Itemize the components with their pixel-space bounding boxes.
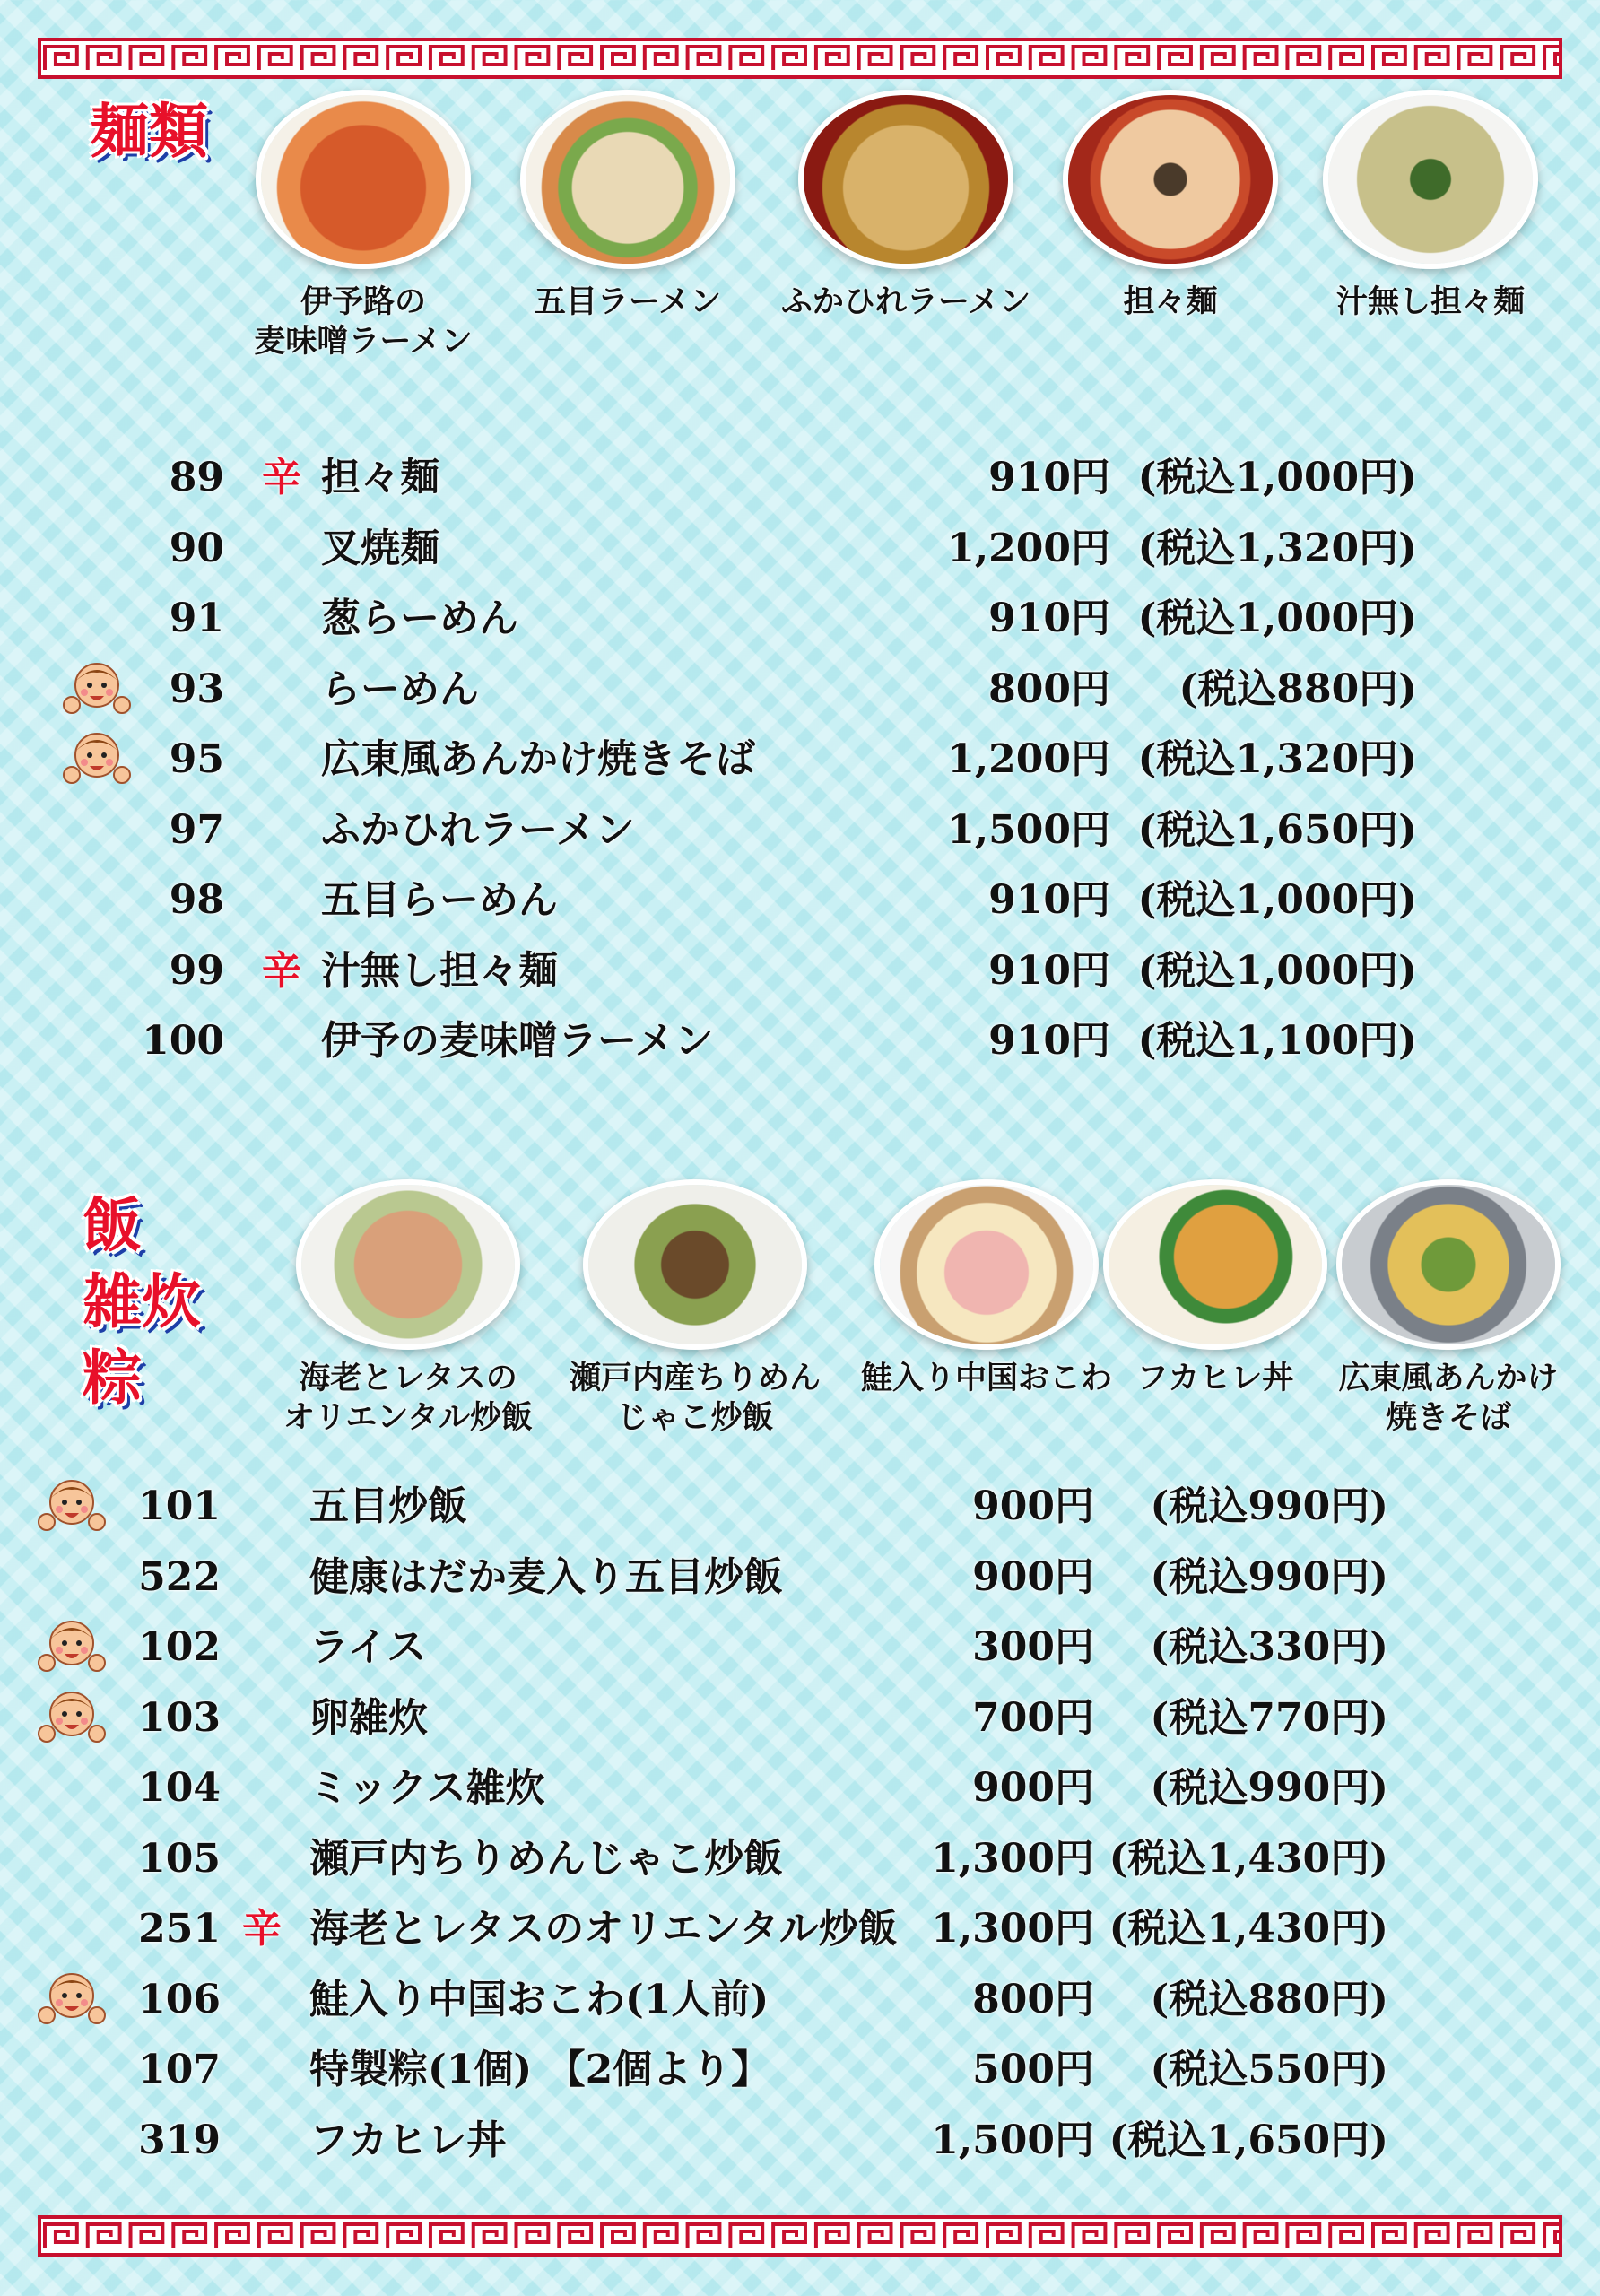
item-price: 1,200円 [947,525,1110,571]
item-number: 104 [138,1765,221,1811]
noodle-photo-caption: ふかひれラーメン [780,283,1031,320]
rice-menu-row [0,1757,1600,1820]
mascot-recommended-icon [38,1687,106,1746]
item-price-with-tax: (税込1,320円) [1137,525,1417,571]
item-number: 319 [138,2117,221,2163]
gomoku-ramen-photo [520,90,735,269]
item-number: 90 [169,525,224,571]
noodle-photo-caption: 汁無し担々麺 [1335,283,1525,320]
item-name: 叉焼麺 [321,525,439,571]
item-price: 1,300円 [931,1906,1094,1952]
shark-fin-bowl-photo [1103,1179,1327,1350]
item-price-with-tax: (税込1,000円) [1137,947,1417,994]
noodle-photo-caption: 担々麺 [1123,283,1218,320]
item-price-with-tax: (税込990円) [1150,1553,1388,1600]
item-price: 910円 [988,596,1110,641]
item-price: 900円 [972,1765,1094,1811]
item-number: 97 [169,806,224,853]
item-number: 107 [138,2047,221,2092]
noodle-menu-row [0,940,1600,1003]
noodle-menu-row [0,869,1600,932]
spicy-mark: 辛 [262,947,301,994]
item-price: 1,500円 [931,2117,1094,2163]
rice-section-title-3: 粽 [83,1343,142,1413]
item-price: 900円 [972,1483,1094,1529]
item-price: 1,200円 [947,736,1110,782]
item-number: 95 [169,736,224,782]
miso-ramen-photo [256,90,471,269]
item-name: ライス [309,1624,427,1670]
rice-menu-row [0,1687,1600,1750]
noodle-menu-row [0,447,1600,509]
item-name: 担々麺 [321,455,439,500]
rice-photo-caption: 鮭入り中国おこわ [860,1360,1112,1396]
item-name: 五目炒飯 [309,1483,467,1529]
item-number: 103 [138,1694,221,1741]
noodle-photo-caption: 伊予路の 麦味噌ラーメン [254,283,473,360]
chirimen-fried-rice-photo [583,1179,807,1350]
item-name: 伊予の麦味噌ラーメン [321,1018,714,1064]
item-price: 300円 [972,1624,1094,1670]
rice-photo-caption: 広東風あんかけ 焼きそば [1338,1360,1559,1436]
noodle-menu-row [0,517,1600,580]
item-number: 98 [169,877,224,923]
shark-fin-ramen-photo [798,90,1013,269]
rice-menu-row [0,1828,1600,1891]
spicy-mark: 辛 [262,455,301,500]
noodle-menu-row [0,799,1600,862]
item-price: 800円 [988,665,1110,712]
mascot-recommended-icon [63,728,131,787]
item-name: 五目らーめん [321,877,558,923]
item-number: 106 [138,1976,221,2022]
rice-menu-row [0,2109,1600,2172]
item-price: 910円 [988,947,1110,994]
item-number: 105 [138,1835,221,1882]
item-price-with-tax: (税込330円) [1150,1624,1388,1670]
rice-photo-caption: 瀬戸内産ちりめん じゃこ炒飯 [569,1360,821,1436]
spicy-mark: 辛 [242,1906,282,1952]
rice-menu-row [0,1969,1600,2031]
item-name: らーめん [321,665,479,712]
soupless-tantanmen-photo [1323,90,1538,269]
item-name: 卵雑炊 [309,1694,428,1741]
item-name: 葱らーめん [321,596,518,641]
item-price: 1,500円 [947,806,1110,853]
item-price: 800円 [972,1976,1094,2022]
item-price-with-tax: (税込1,430円) [1109,1835,1388,1882]
item-price: 500円 [972,2047,1094,2092]
item-number: 251 [138,1906,221,1952]
noodle-menu-row [0,658,1600,721]
item-number: 93 [169,665,224,712]
rice-photo-caption: フカヒレ丼 [1136,1360,1294,1396]
item-price: 1,300円 [931,1835,1094,1882]
item-price-with-tax: (税込550円) [1150,2047,1388,2092]
item-number: 91 [169,596,224,641]
item-name: 健康はだか麦入り五目炒飯 [309,1553,783,1600]
item-number: 102 [138,1624,221,1670]
item-price: 910円 [988,877,1110,923]
item-price-with-tax: (税込880円) [1150,1976,1388,2022]
item-price-with-tax: (税込1,100円) [1137,1018,1417,1064]
item-number: 522 [138,1553,221,1600]
item-price: 910円 [988,455,1110,500]
mascot-recommended-icon [38,1475,106,1535]
mascot-recommended-icon [38,1616,106,1675]
top-meander-border [38,38,1562,79]
item-price-with-tax: (税込1,000円) [1137,596,1417,641]
bottom-meander-border [38,2215,1562,2257]
rice-section-title-2: 雑炊 [83,1266,201,1336]
item-price: 900円 [972,1553,1094,1600]
item-price-with-tax: (税込1,650円) [1137,806,1417,853]
rice-menu-row [0,1616,1600,1679]
item-price-with-tax: (税込990円) [1150,1483,1388,1529]
item-name: 鮭入り中国おこわ(1人前) [309,1976,770,2022]
item-number: 100 [142,1018,224,1064]
rice-menu-row [0,1898,1600,1961]
rice-photo-caption: 海老とレタスの オリエンタル炒飯 [283,1360,533,1436]
item-name: 特製粽(1個) 【2個より】 [309,2047,771,2092]
item-price-with-tax: (税込1,320円) [1137,736,1417,782]
shrimp-fried-rice-photo [296,1179,520,1350]
item-number: 99 [169,947,224,994]
item-price-with-tax: (税込1,430円) [1109,1906,1388,1952]
noodle-menu-row [0,728,1600,791]
item-price-with-tax: (税込990円) [1150,1765,1388,1811]
noodle-menu-row [0,1010,1600,1073]
mascot-recommended-icon [63,658,131,718]
item-number: 101 [138,1483,221,1529]
mascot-recommended-icon [38,1969,106,2028]
item-name: フカヒレ丼 [309,2117,507,2163]
salmon-okowa-photo [874,1179,1099,1350]
item-price-with-tax: (税込770円) [1150,1694,1388,1741]
item-price-with-tax: (税込880円) [1178,665,1417,712]
rice-section-title-1: 飯 [83,1190,142,1260]
item-name: 瀬戸内ちりめんじゃこ炒飯 [309,1835,783,1882]
item-price-with-tax: (税込1,000円) [1137,455,1417,500]
item-price: 910円 [988,1018,1110,1064]
tantanmen-photo [1063,90,1278,269]
rice-menu-row [0,1546,1600,1609]
item-name: ふかひれラーメン [321,806,635,853]
item-name: 海老とレタスのオリエンタル炒飯 [309,1906,898,1952]
item-price-with-tax: (税込1,650円) [1109,2117,1388,2163]
noodles-section-title: 麺類 [90,96,208,166]
rice-menu-row [0,2039,1600,2101]
item-number: 89 [169,455,224,500]
noodle-menu-row [0,587,1600,650]
rice-menu-row [0,1475,1600,1538]
item-price-with-tax: (税込1,000円) [1137,877,1417,923]
item-name: 広東風あんかけ焼きそば [321,736,755,782]
item-price: 700円 [972,1694,1094,1741]
item-name: ミックス雑炊 [309,1765,545,1811]
cantonese-yakisoba-photo [1336,1179,1561,1350]
item-name: 汁無し担々麺 [321,947,558,994]
noodle-photo-caption: 五目ラーメン [534,283,722,320]
